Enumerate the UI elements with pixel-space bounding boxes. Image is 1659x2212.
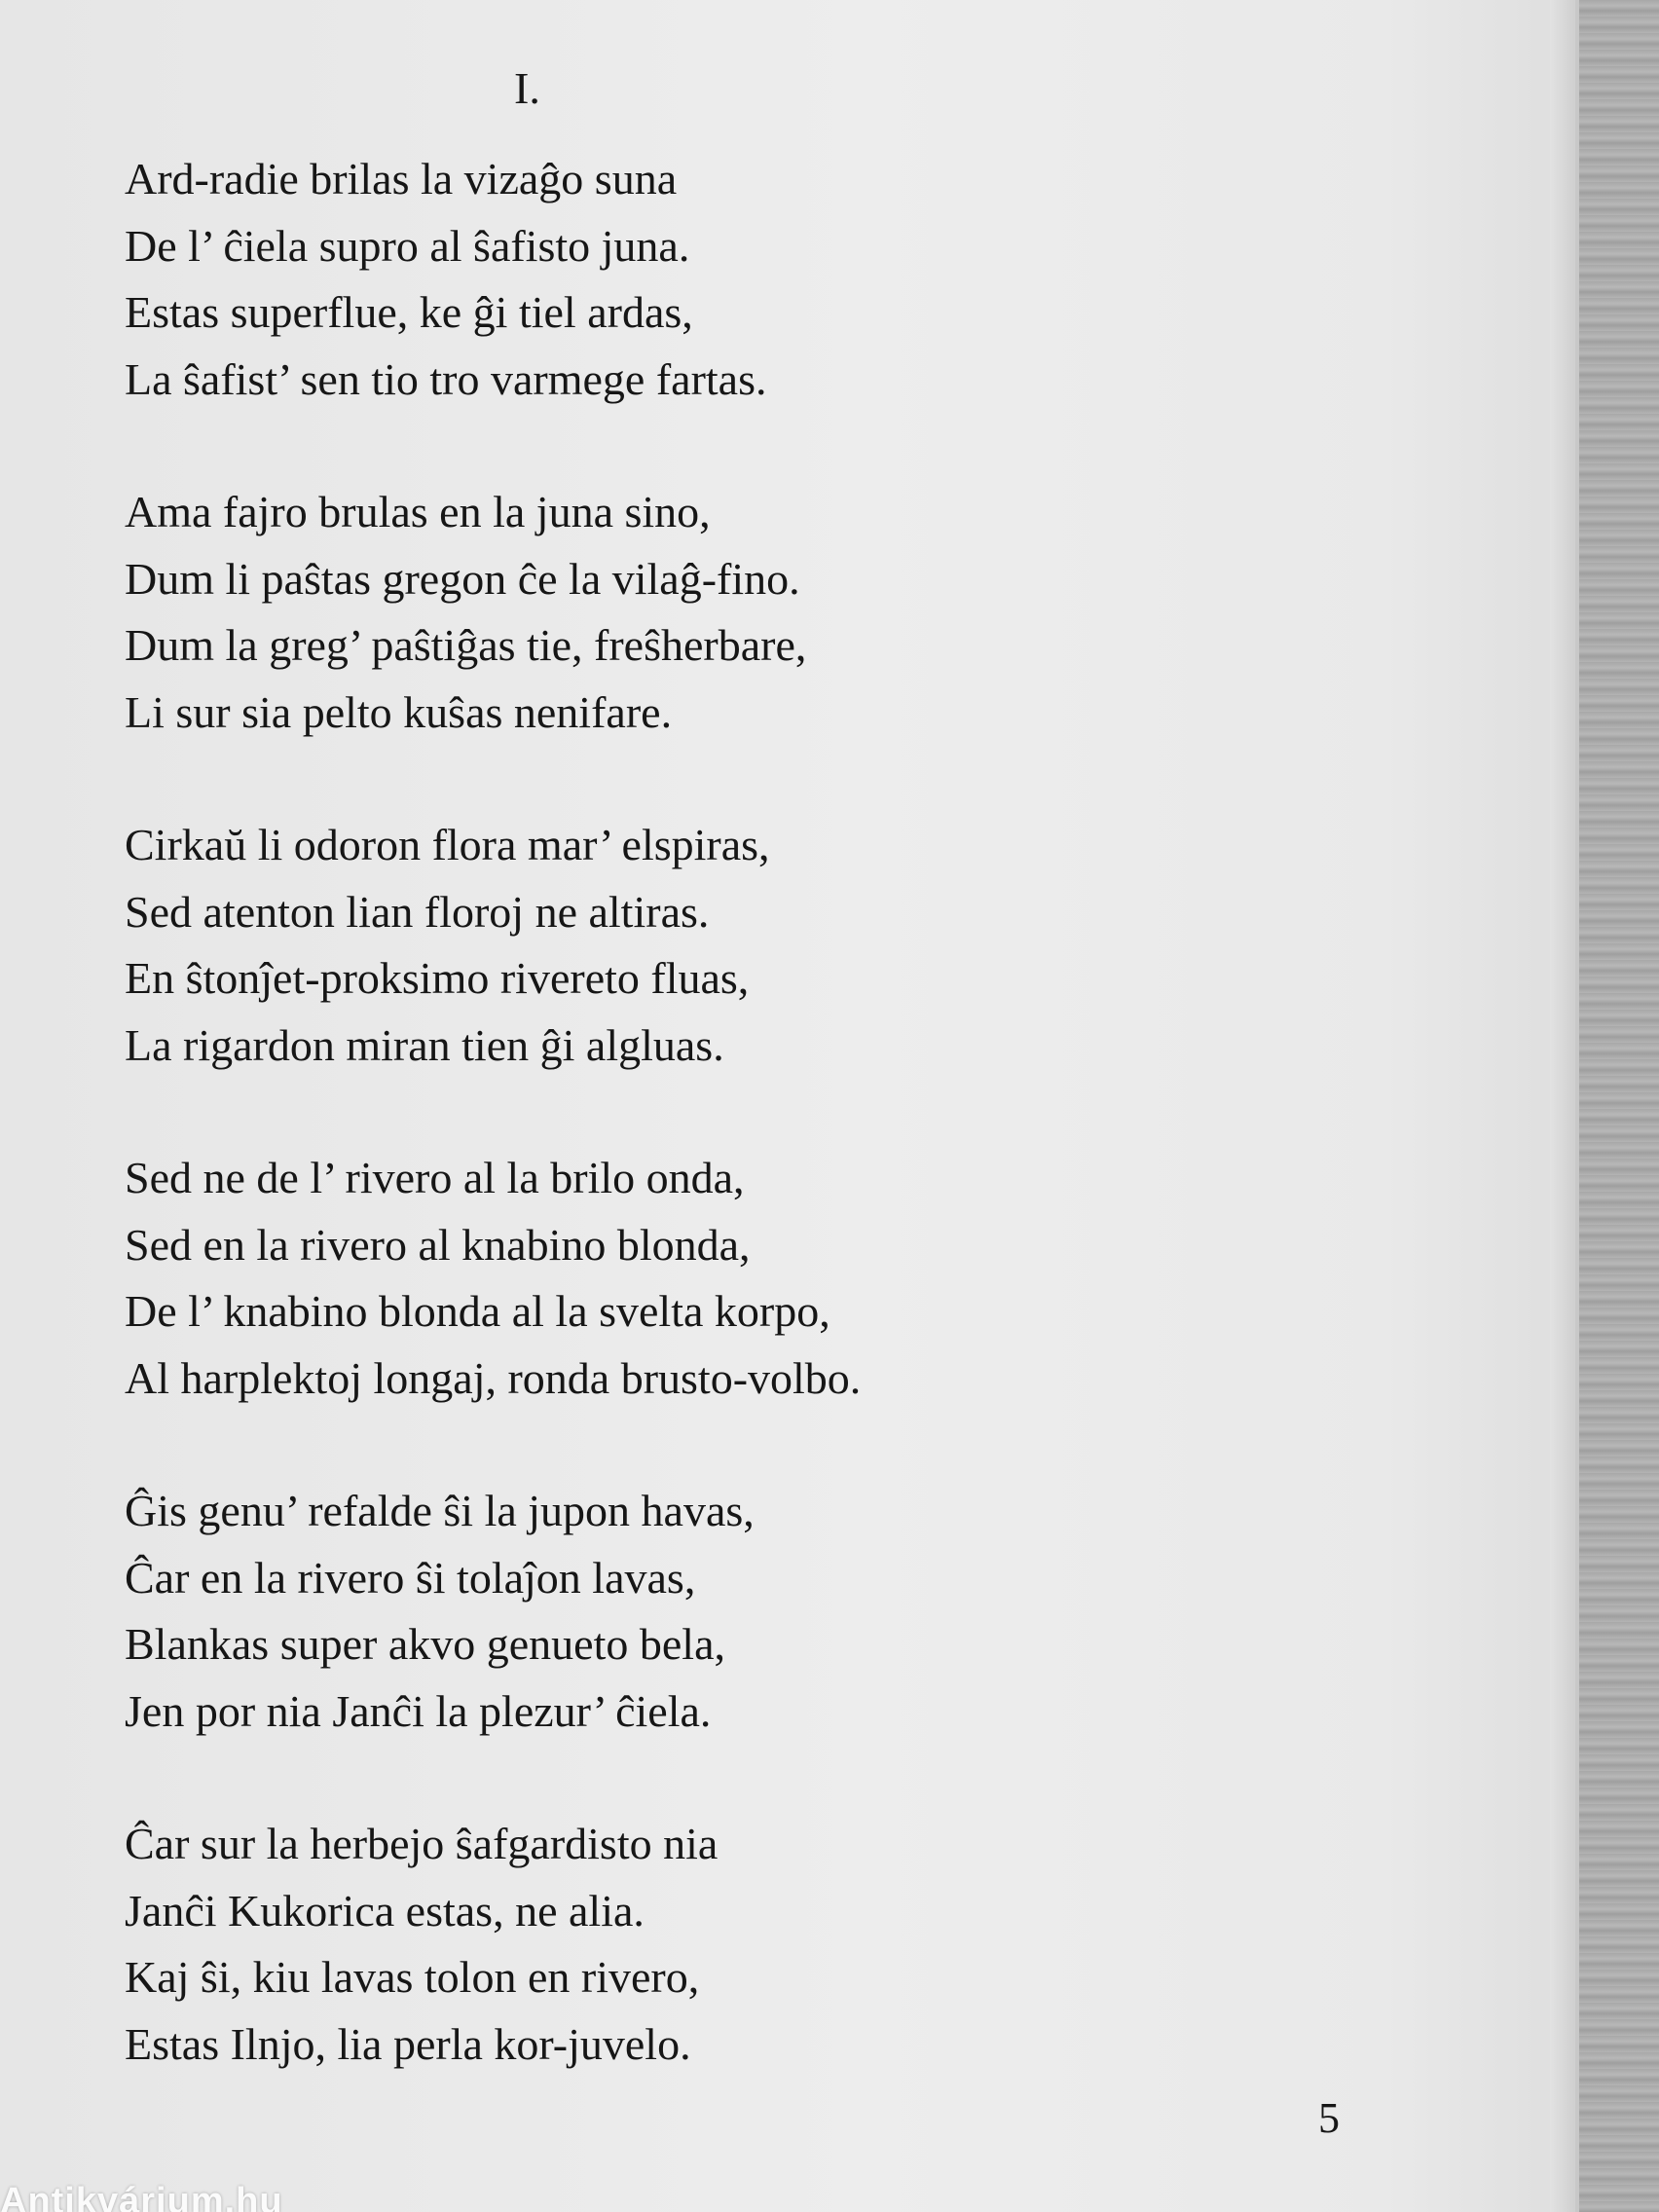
poem-line: Estas superflue, ke ĝi tiel ardas, [125, 287, 693, 337]
poem-line: Sed en la rivero al knabino blonda, [125, 1219, 751, 1270]
poem-line: Janĉi Kukorica estas, ne alia. [125, 1885, 645, 1936]
poem-line: Sed atenton lian floroj ne altiras. [125, 886, 710, 937]
stanza-2 [125, 479, 1390, 746]
poem-line: Ĉar sur la herbejo ŝafgardisto nia [125, 1819, 719, 1868]
poem-line: Ĉar en la rivero ŝi tolaĵon lavas, [125, 1552, 696, 1603]
stanza-5 [125, 1478, 1390, 1745]
poem-line: La rigardon miran tien ĝi algluas. [125, 1019, 724, 1070]
poem-line: Blankas super akvo genueto bela, [125, 1619, 725, 1669]
poem-line: Ama fajro brulas en la juna sino, [125, 487, 711, 536]
poem-line: Sed ne de l’ rivero al la brilo onda, [125, 1153, 745, 1202]
poem-line: Li sur sia pelto kuŝas nenifare. [125, 686, 673, 737]
poem-line: Estas Ilnjo, lia perla kor-juvelo. [125, 2018, 691, 2069]
stanza-1 [125, 146, 1390, 413]
poem-line: En ŝtonĵet-proksimo rivereto fluas, [125, 953, 750, 1003]
stanza-6 [125, 1811, 1390, 2078]
poem-line: Ĝis genu’ refalde ŝi la jupon havas, [125, 1486, 755, 1535]
page-edge-shadow [1550, 0, 1575, 2212]
stanza-3 [125, 812, 1390, 1079]
poem-line: Ard-radie brilas la vizaĝo suna [125, 154, 678, 203]
poem-line: Cirkaŭ li odoron flora mar’ elspiras, [125, 820, 770, 869]
poem-line: La ŝafist’ sen tio tro varmege fartas. [125, 353, 767, 404]
poem-line: Jen por nia Janĉi la plezur’ ĉiela. [125, 1685, 712, 1736]
poem-line: Dum la greg’ paŝtiĝas tie, freŝherbare, [125, 620, 807, 670]
poem-line: De l’ knabino blonda al la svelta korpo, [125, 1286, 830, 1336]
poem-body [125, 146, 1390, 2144]
poem-line: Kaj ŝi, kiu lavas tolon en rivero, [125, 1952, 700, 2002]
page-number: 5 [1318, 2094, 1340, 2142]
poem-line: Dum li paŝtas gregon ĉe la vilaĝ-fino. [125, 553, 800, 604]
poem-line: De l’ ĉiela supro al ŝafisto juna. [125, 220, 690, 271]
poem-line: Al harplektoj longaj, ronda brusto-volbo. [125, 1352, 862, 1403]
section-title: I. [514, 63, 540, 113]
book-spine-edge [1575, 0, 1659, 2212]
stanza-4 [125, 1145, 1390, 1412]
watermark-logo: Antikvárium.hu [0, 2181, 283, 2212]
